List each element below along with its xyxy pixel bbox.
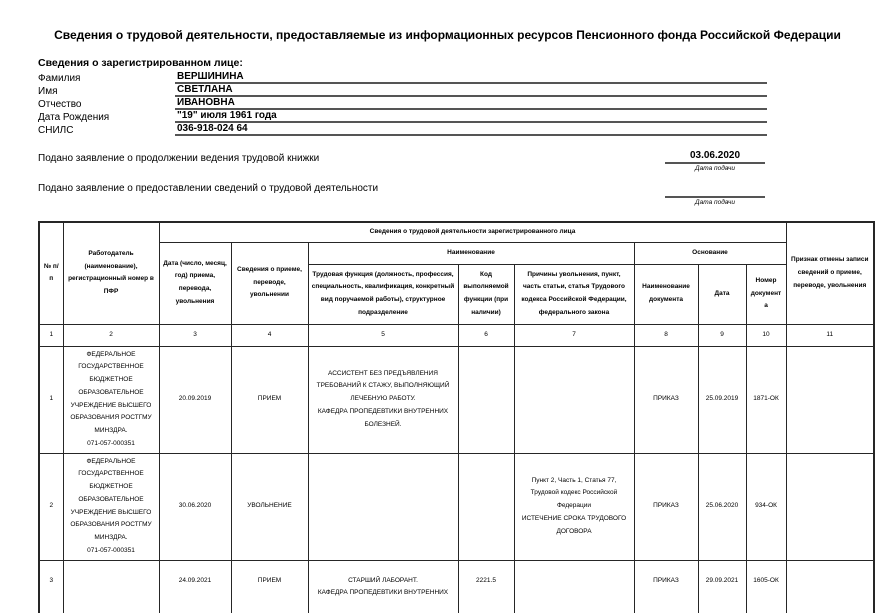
function-position: АССИСТЕНТ БЕЗ ПРЕДЪЯВЛЕНИЯ ТРЕБОВАНИЙ К СТАЖУ, ВЫПОЛНЯЮЩИЙ ЛЕЧЕБНУЮ РАБОТУ. (316, 369, 450, 403)
cell-employer (63, 453, 159, 560)
statement-workbook-continuation: Подано заявление о продолжении ведения трудовой книжки (38, 153, 320, 164)
cell-event: ПРИЕМ (231, 346, 308, 453)
cell-date: 24.09.2021 (159, 560, 231, 613)
cell-function-code: 2221.5 (458, 560, 514, 613)
header-dismissal-reason: Причины увольнения, пункт, часть статьи, статья Трудового кодекса Российской Федерации, федерального закона (514, 264, 634, 324)
person-field-lastname (38, 71, 767, 84)
cell-num: 3 (39, 560, 63, 613)
reason-text: ИСТЕЧЕНИЕ СРОКА ТРУДОВОГО ДОГОВОРА (521, 514, 627, 535)
column-number: 5 (308, 324, 458, 346)
cell-doc-number: 934-ОК (746, 453, 786, 560)
column-number: 8 (634, 324, 698, 346)
cell-function (308, 560, 458, 613)
cell-doc-date: 25.09.2019 (698, 346, 746, 453)
cell-dismissal-reason (514, 453, 634, 560)
field-label: Фамилия (38, 73, 81, 84)
cell-doc-number: 1605-ОК (746, 560, 786, 613)
cell-doc-name: ПРИКАЗ (634, 453, 698, 560)
column-number: 9 (698, 324, 746, 346)
cell-doc-date: 25.06.2020 (698, 453, 746, 560)
cell-function-code (458, 453, 514, 560)
cell-date: 30.06.2020 (159, 453, 231, 560)
cell-employer (63, 560, 159, 613)
function-department: КАФЕДРА ПРОПЕДЕВТИКИ ВНУТРЕННИХ (317, 589, 449, 597)
cell-function (308, 346, 458, 453)
table-row (39, 346, 874, 453)
header-span-activity: Сведения о трудовой деятельности зарегистрированного лица (159, 222, 786, 242)
statement-date (665, 184, 765, 198)
cell-cancel-flag (786, 453, 874, 560)
cell-cancel-flag (786, 346, 874, 453)
cell-doc-number: 1871-ОК (746, 346, 786, 453)
field-label: Отчество (38, 99, 82, 110)
column-number: 2 (63, 324, 159, 346)
cell-num: 2 (39, 453, 63, 560)
column-number: 3 (159, 324, 231, 346)
column-number: 11 (786, 324, 874, 346)
cell-event: УВОЛЬНЕНИЕ (231, 453, 308, 560)
header-function-code: Код выполняемой функции (при наличии) (458, 264, 514, 324)
person-section-title: Сведения о зарегистрированном лице: (38, 57, 243, 69)
field-value: ИВАНОВНА (175, 97, 767, 110)
cell-function (308, 453, 458, 560)
cell-function-code (458, 346, 514, 453)
cell-event: ПРИЕМ (231, 560, 308, 613)
header-doc-number: Номер документа (746, 264, 786, 324)
employer-name: ФЕДЕРАЛЬНОЕ ГОСУДАРСТВЕННОЕ БЮДЖЕТНОЕ ОБРАЗОВАТЕЛЬНОЕ УЧРЕЖДЕНИЕ ВЫСШЕГО ОБРАЗОВАНИЯ РОСТГМУ МИНЗДРА. (70, 457, 152, 541)
header-cancel-flag: Признак отмены записи сведений о приеме, переводе, увольнения (786, 222, 874, 324)
statement-date: 03.06.2020 (665, 150, 765, 164)
cell-doc-name: ПРИКАЗ (634, 346, 698, 453)
document-title: Сведения о трудовой деятельности, предоставляемые из информационных ресурсов Пенсионного фонда Российской Федерации (54, 28, 841, 42)
header-event: Сведения о приеме, переводе, увольнении (231, 242, 308, 324)
employer-reg-number: 071-057-000351 (87, 439, 135, 447)
column-number: 6 (458, 324, 514, 346)
column-number: 10 (746, 324, 786, 346)
person-field-snils (38, 123, 767, 136)
cell-doc-name: ПРИКАЗ (634, 560, 698, 613)
cell-num: 1 (39, 346, 63, 453)
table-row (39, 560, 874, 613)
field-value: СВЕТЛАНА (175, 84, 767, 97)
cell-doc-date: 29.09.2021 (698, 560, 746, 613)
statement-date-label: Дата подачи (695, 165, 735, 172)
field-value: 036-918-024 64 (175, 123, 767, 136)
person-field-firstname (38, 84, 767, 97)
cell-date: 20.09.2019 (159, 346, 231, 453)
column-numbers-row (39, 324, 874, 346)
statement-date-block (665, 150, 765, 172)
field-label: Имя (38, 86, 58, 97)
field-label: Дата Рождения (38, 112, 110, 123)
field-value: "19" июля 1961 года (175, 110, 767, 123)
person-field-birthdate (38, 110, 767, 123)
employer-reg-number: 071-057-000351 (87, 546, 135, 554)
header-function: Трудовая функция (должность, профессия, специальность, квалификация, конкретный вид поручаемой работы), структурное подразделение (308, 264, 458, 324)
field-label: СНИЛС (38, 125, 74, 136)
work-activity-table (38, 221, 875, 613)
column-number: 7 (514, 324, 634, 346)
function-department: КАФЕДРА ПРОПЕДЕВТИКИ ВНУТРЕННИХ БОЛЕЗНЕЙ. (317, 407, 449, 428)
column-number: 1 (39, 324, 63, 346)
cell-cancel-flag (786, 560, 874, 613)
employer-name: ФЕДЕРАЛЬНОЕ ГОСУДАРСТВЕННОЕ БЮДЖЕТНОЕ ОБРАЗОВАТЕЛЬНОЕ УЧРЕЖДЕНИЕ ВЫСШЕГО ОБРАЗОВАНИЯ РОСТГМУ МИНЗДРА. (70, 350, 152, 434)
statement-date-block (665, 184, 765, 206)
registered-person-section (38, 57, 767, 136)
header-employer: Работодатель (наименование), регистрационный номер в ПФР (63, 222, 159, 324)
table-row (39, 453, 874, 560)
reason-law: Пункт 2, Часть 1, Статья 77, Трудовой кодекс Российской Федерации (530, 476, 618, 510)
person-field-middlename (38, 97, 767, 110)
cell-dismissal-reason (514, 560, 634, 613)
cell-dismissal-reason (514, 346, 634, 453)
header-date: Дата (число, месяц, год) приема, перевода, увольнения (159, 242, 231, 324)
header-doc-date: Дата (698, 264, 746, 324)
column-number: 4 (231, 324, 308, 346)
function-position: СТАРШИЙ ЛАБОРАНТ. (348, 576, 418, 584)
header-group-basis: Основание (634, 242, 786, 264)
field-value: ВЕРШИНИНА (175, 71, 767, 84)
statement-date-label: Дата подачи (695, 199, 735, 206)
header-num: № п/п (39, 222, 63, 324)
statement-activity-info: Подано заявление о предоставлении сведений о трудовой деятельности (38, 183, 379, 194)
cell-employer (63, 346, 159, 453)
header-doc-name: Наименование документа (634, 264, 698, 324)
header-group-name: Наименование (308, 242, 634, 264)
